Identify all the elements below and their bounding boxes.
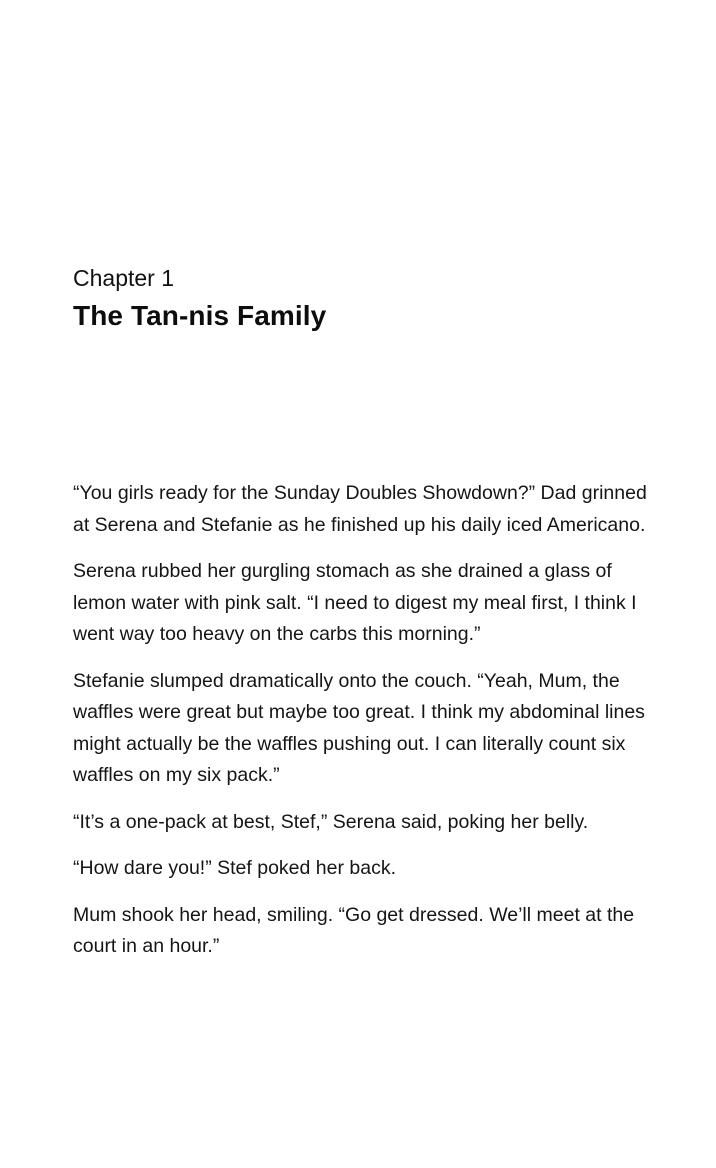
paragraph: “How dare you!” Stef poked her back. [73,857,396,879]
paragraph: Stefanie slumped dramatically onto the couch. “Yeah, Mum, the waffles were great but maybe too great. I think my abdominal lines might actually be the waffles pushing out. I can literally count six waffles on my six pack.” [73,669,645,786]
chapter-number: Chapter 1 [73,265,175,291]
paragraph: Mum shook her head, smiling. “Go get dressed. We’ll meet at the court in an hour.” [73,903,635,957]
chapter-header [73,262,653,336]
paragraph: “It’s a one-pack at best, Stef,” Serena said, poking her belly. [73,810,589,833]
chapter-title: The Tan-nis Family [73,300,327,331]
paragraph: “You girls ready for the Sunday Doubles Showdown?” Dad grinned at Serena and Stefanie as he finished up his daily iced Americano. [73,482,647,536]
chapter-body [73,478,648,978]
paragraph: Serena rubbed her gurgling stomach as she drained a glass of lemon water with pink salt. “I need to digest my meal first, I think I went way too heavy on the carbs this morning.” [73,560,637,645]
